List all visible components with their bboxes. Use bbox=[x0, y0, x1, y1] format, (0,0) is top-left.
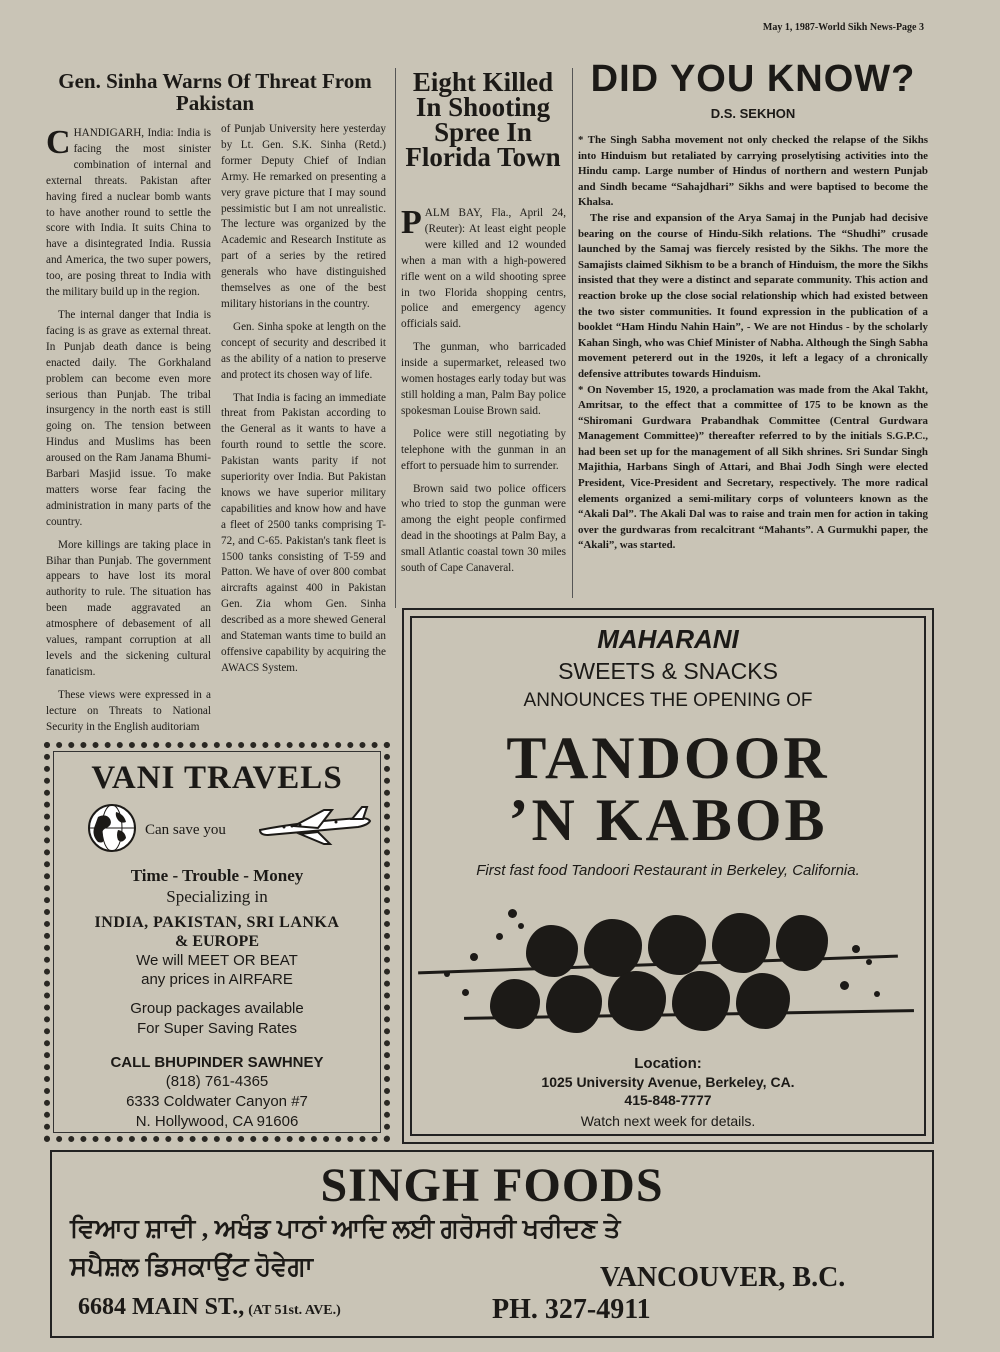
maharani-sub: SWEETS & SNACKS bbox=[558, 658, 778, 684]
maharani-address: 1025 University Avenue, Berkeley, CA. bbox=[541, 1074, 795, 1090]
spice-dot bbox=[840, 981, 849, 990]
spice-dot bbox=[508, 909, 517, 918]
article-paragraph: These views were expressed in a lecture on Threats to National Security in the English auditoriam bbox=[46, 688, 211, 733]
article-paragraph: PALM BAY, Fla., April 24, (Reuter): At least eight people were killed and 12 wounded when a man with a high-powered rifle went on a wild shooting spree in two Florida shopping centrs, police and emergency agency officials said. bbox=[401, 204, 566, 331]
vani-line: For Super Saving Rates bbox=[136, 1020, 298, 1037]
vani-contact-name: CALL BHUPINDER SAWHNEY bbox=[110, 1054, 324, 1071]
kabob-piece bbox=[546, 975, 602, 1033]
article-paragraph: The gunman, who barricaded inside a supermarket, released two women hostages early today but was still holding a man, Palm Bay police spokesman Louise Brown said. bbox=[401, 341, 566, 417]
article-paragraph: That India is facing an immediate threat from Pakistan according to the General as it wants to have a fourth round to settle the score. Pakistan wants parity if not superiority over India. But Pakistan knows we have superior military capabilities and know how and have a fleet of 2500 tanks comprising T-72, and C-65. Pakistan's tank fleet is 1500 tanks consisting of T-59 and Patton. We have of over 800 combat aircrafts against 400 in Pakistan Gen. Zia whom Gen. Sinha described as a more shewed General and Stateman wants time to build an offensive capability by acquiring the AWACS System. bbox=[221, 391, 386, 674]
singh-phone: PH. 327-4911 bbox=[492, 1294, 651, 1325]
vani-line: Specializing in bbox=[166, 887, 268, 906]
restaurant-name: ’N KABOB bbox=[508, 787, 828, 853]
singh-punjabi-line: ਸਪੈਸ਼ਲ ਡਿਸਕਾਉਂਟ ਹੋਵੇਗਾ bbox=[70, 1252, 313, 1281]
spice-dot bbox=[866, 959, 872, 965]
page-masthead: May 1, 1987-World Sikh News-Page 3 bbox=[762, 22, 924, 33]
singh-city: VANCOUVER, B.C. bbox=[600, 1262, 846, 1293]
article-paragraph: * On November 15, 1920, a proclamation was made from the Akal Takht, Amritsar, to the effect that a committee of 175 to be known as the “Shiromani Gurdwara Prabandhak Committee (Central Gurdwara Management Committee)” thereafter referred to by the initials S.G.P.C., had been set up for the management of all Sikh shrines. Sri Sundar Singh Majithia, Harbans Singh of Attari, and Bhai Jodh Singh were elected President, Vice-President and Secretary, respectively. The more radical elements organized a semi-military corps of volunteers known as the “Akali Dal”. The Akali Dal was to raise and train men for action in taking over the gurdwaras from recalcitrant “Mahants”. A Gurmukhi paper, the “Akali”, was started. bbox=[578, 383, 928, 552]
kabob-piece bbox=[490, 979, 540, 1029]
spice-dot bbox=[444, 971, 450, 977]
didyouknow-byline: D.S. SEKHON bbox=[710, 106, 796, 121]
article-paragraph: More killings are taking place in Bihar than Punjab. The government appears to have lost its moral authority to rule. The situation has been made aggravated an atmosphere of debasement of all values, rampant corruption at all levels and the sickening cultural fanaticism. bbox=[46, 538, 211, 678]
article-paragraph: Police were still negotiating by telephone with the gunman in an effort to persuade him to surrender. bbox=[401, 427, 566, 472]
kabob-piece bbox=[648, 915, 706, 975]
vani-travels-ad bbox=[44, 742, 390, 1142]
vani-line: any prices in AIRFARE bbox=[141, 971, 293, 988]
kabob-piece bbox=[608, 971, 666, 1031]
vani-line: Time - Trouble - Money bbox=[130, 866, 304, 885]
vani-phone: (818) 761-4365 bbox=[165, 1073, 269, 1090]
restaurant-name: TANDOOR bbox=[506, 725, 830, 791]
column-divider bbox=[572, 68, 573, 598]
maharani-tagline: First fast food Tandoori Restaurant in Berkeley, California. bbox=[476, 862, 860, 879]
vani-line: We will MEET OR BEAT bbox=[136, 952, 298, 969]
singh-address: 6684 MAIN ST., (AT 51st. AVE.) bbox=[78, 1294, 341, 1320]
vani-address: N. Hollywood, CA 91606 bbox=[135, 1113, 299, 1130]
maharani-sub: ANNOUNCES THE OPENING OF bbox=[523, 690, 813, 711]
spice-dot bbox=[518, 923, 524, 929]
kabob-piece bbox=[584, 919, 642, 977]
kabob-piece bbox=[736, 973, 790, 1029]
maharani-phone: 415-848-7777 bbox=[624, 1092, 712, 1108]
spice-dot bbox=[462, 989, 469, 996]
column-divider bbox=[395, 68, 396, 608]
didyouknow-headline: DID YOU KNOW? bbox=[590, 58, 916, 100]
location-label: Location: bbox=[634, 1055, 702, 1072]
kabob-illustration bbox=[404, 895, 932, 1045]
vani-title: VANI TRAVELS bbox=[91, 760, 343, 796]
sinha-column-2 bbox=[221, 122, 386, 684]
vani-tagline: Can save you bbox=[145, 822, 226, 838]
article-paragraph: * The Singh Sabha movement not only checked the relapse of the Sikhs into Hinduism but retaliated by carrying proselytising activities into the Hindu camp. Large number of Hindus of northern and western Punjab and Sindh became “Sahajdhari” Sikhs and were baptised to become the Khalsa. bbox=[578, 134, 928, 209]
kabob-piece bbox=[672, 971, 730, 1031]
maharani-footer: Watch next week for details. bbox=[580, 1113, 756, 1129]
spice-dot bbox=[470, 953, 478, 961]
airplane-icon bbox=[254, 806, 372, 846]
vani-line: Group packages available bbox=[130, 1000, 304, 1017]
maharani-brand: MAHARANI bbox=[597, 624, 739, 654]
florida-headline: Eight Killed In Shooting Spree In Florida Town bbox=[405, 67, 561, 173]
spice-dot bbox=[874, 991, 880, 997]
article-paragraph: Brown said two police officers who tried to stop the gunman were among the eight people confirmed dead in the shootings at Palm Bay, a small Atlantic coastal town 30 miles south of Cape Canaveral. bbox=[401, 482, 566, 575]
article-paragraph: CHANDIGARH, India: India is facing the most sinister combination of internal and external threats. Pakistan after having fired a nuclear bomb wants to have another round to settle the score with India. It suits China to have a disintegrated India. Russia and America, the two super powers, too, are posing threat to India with the military build up in the region. bbox=[46, 124, 211, 299]
vani-line: INDIA, PAKISTAN, SRI LANKA bbox=[94, 914, 340, 931]
sinha-column-1 bbox=[46, 126, 211, 743]
maharani-ad bbox=[402, 608, 934, 1144]
didyouknow-body bbox=[578, 133, 928, 554]
sinha-headline: Gen. Sinha Warns Of Threat From Pakistan bbox=[58, 69, 372, 116]
singh-foods-ad bbox=[50, 1150, 934, 1338]
globe-icon bbox=[86, 802, 138, 854]
article-paragraph: of Punjab University here yesterday by Lt. Gen. S.K. Sinha (Retd.) former Deputy Chief of Indian Army. He remarked on presenting a very grave picture that I may sound pessimistic but I am not unrealistic. The lecture was organized by the Academic and Research Institute as part of a series by the retired generals who have distinguished themselves as one of the best military historians in the country. bbox=[221, 123, 386, 310]
singh-punjabi-line: ਵਿਆਹ ਸ਼ਾਦੀ , ਅਖੰਡ ਪਾਠਾਂ ਆਦਿ ਲਈ ਗਰੋਸਰੀ ਖਰੀਦਣ ਤੇ bbox=[70, 1214, 621, 1243]
vani-line: & EUROPE bbox=[175, 933, 259, 950]
kabob-piece bbox=[776, 915, 828, 971]
article-paragraph: The internal danger that India is facing is as grave as external threat. In Punjab death dance is being enacted daily. The Gorkhaland problem can become even more serious than Punjab. The tribal insurgency in the north east is still going on. The tension between Hindus and Muslims has been aroused on the Ram Janama Bhumi-Barbari Masjid issue. To make matters worse fear facing the administration in many parts of the country. bbox=[46, 308, 211, 528]
spice-dot bbox=[852, 945, 860, 953]
florida-column bbox=[401, 206, 566, 584]
article-paragraph: Gen. Sinha spoke at length on the concept of security and described it as the ability of a nation to preserve and protect its chosen way of life. bbox=[221, 320, 386, 381]
vani-address: 6333 Coldwater Canyon #7 bbox=[126, 1093, 308, 1110]
kabob-piece bbox=[712, 913, 770, 973]
spice-dot bbox=[496, 933, 503, 940]
kabob-piece bbox=[526, 925, 578, 977]
article-paragraph: The rise and expansion of the Arya Samaj in the Punjab had decisive bearing on the course of Hindu-Sikh relations. The “Shudhi” crusade launched by the Samaj was fiercely resisted by the Sikhs. The more the Samajists claimed Sikhism to be a branch of Hinduism, the more the Sikhs insisted that they were a distinct and separate community. This action and reaction broke up the close social relationship which had existed between the two sister communities. It found expression in the publication of a booklet “Ham Hindu Nahin Hain”, - We are not Hindus - by the scholarly Kahan Singh, who was Chief Minister of Nabha. Although the Singh Sabha movement petererd out in the 1920s, it left a legacy of a chronically defensive attributes towards Hinduism. bbox=[578, 211, 928, 380]
singh-title: SINGH FOODS bbox=[320, 1159, 664, 1212]
